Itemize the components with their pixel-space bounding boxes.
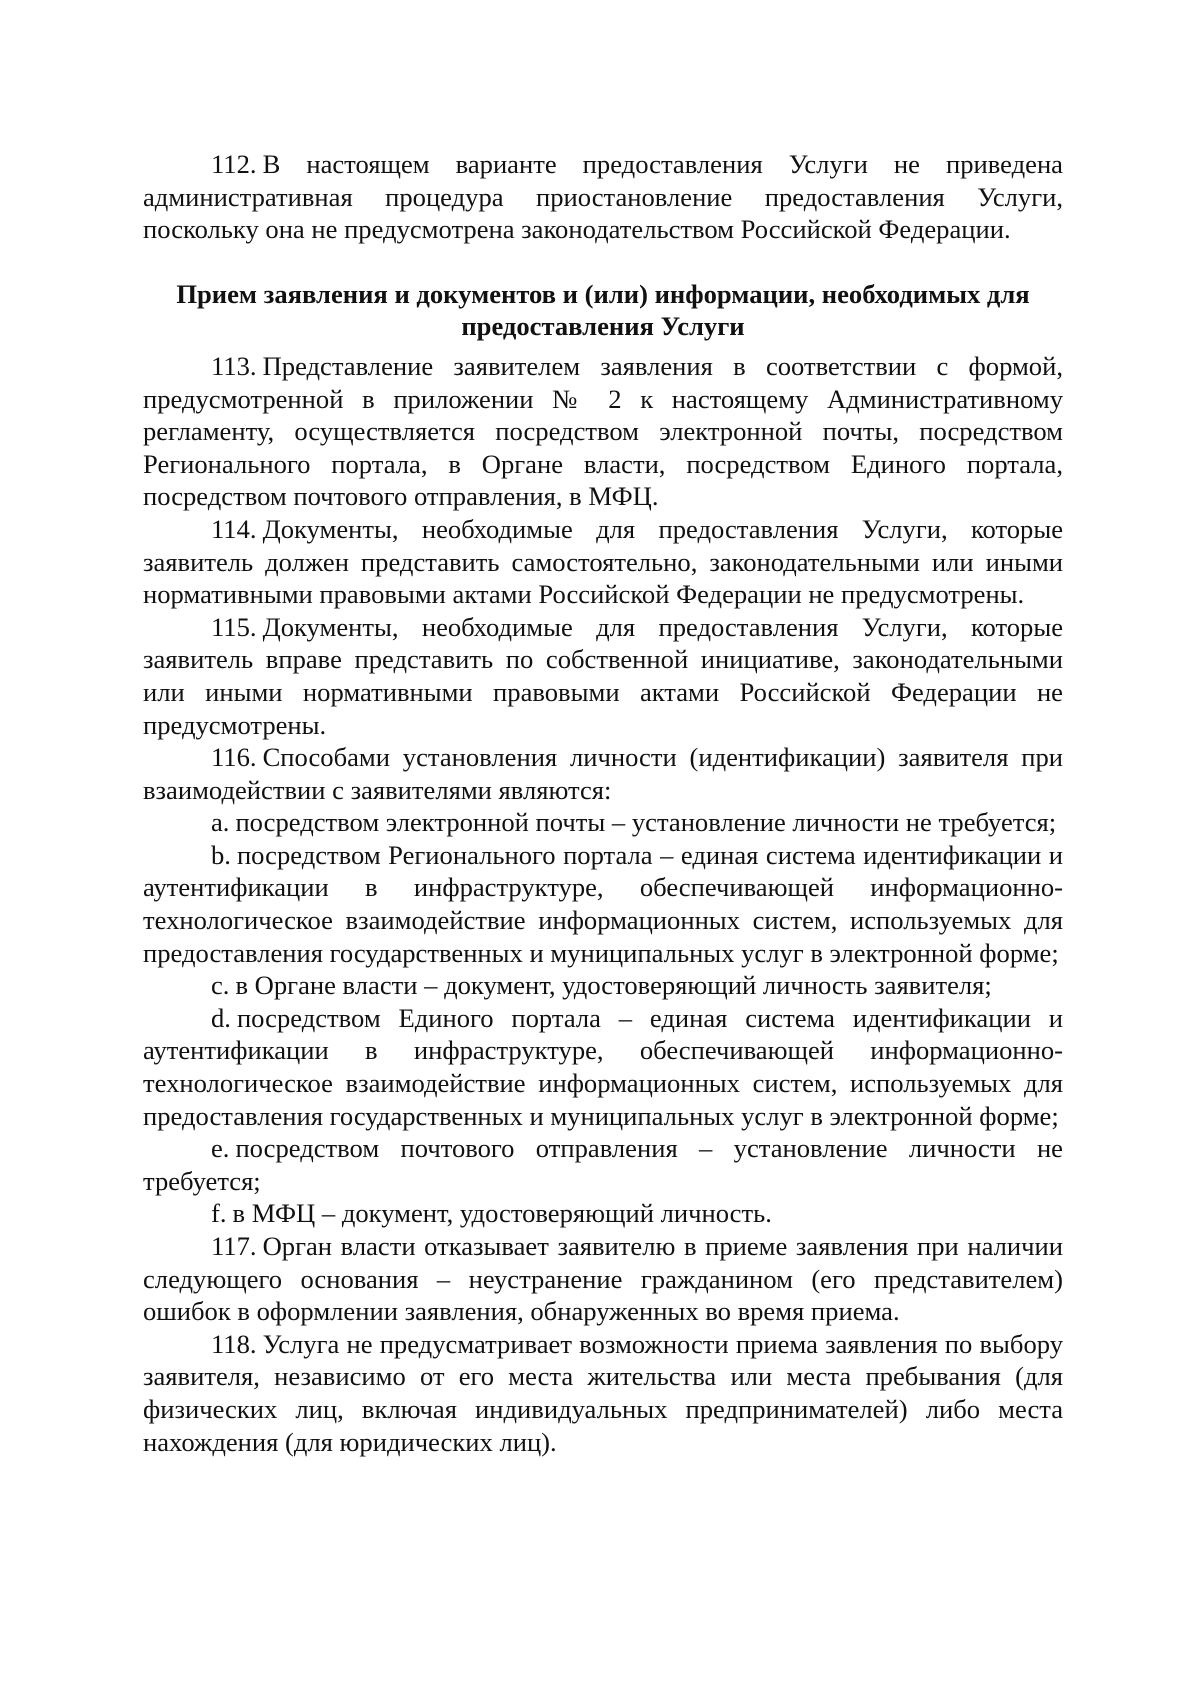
paragraph-number: 115. [211,611,257,642]
list-item-e [143,1132,1063,1197]
list-item-text: в МФЦ – документ, удостоверяющий личность. [232,1198,772,1229]
paragraph-text: Орган власти отказывает заявителю в приеме заявления при наличии следующего основания – неустранение гражданином (его представителем) ошибок в оформлении заявления, обнаруженных во время приема. [143,1231,1063,1327]
paragraph-text: Представление заявителем заявления в соответствии с формой, предусмотренной в приложении № 2 к настоящему Административному регламенту, осуществляется посредством электронной почты, посредством Регионального портала, в Органе власти, посредством Единого портала, посредством почтового отправления, в МФЦ. [143,350,1063,512]
heading-line-1: Прием заявления и документов и (или) информации, необходимых для [176,278,1030,309]
list-item-text: посредством Единого портала – единая система идентификации и аутентификации в инфраструктуре, обеспечивающей информационно-технологическое взаимодействие информационных систем, используемых для предоставления государственных и муниципальных услуг в электронной форме; [143,1002,1063,1131]
list-item-text: посредством электронной почты – установление личности не требуется; [235,807,1057,838]
paragraph-text: В настоящем варианте предоставления Услуги не приведена административная процедура приостановление предоставления Услуги, поскольку она не предусмотрена законодательством Российской Федерации. [143,149,1063,245]
paragraph-118 [143,1328,1063,1458]
paragraph-text: Документы, необходимые для предоставления Услуги, которые заявитель должен представить самостоятельно, законодательными или иными нормативными правовыми актами Российской Федерации не предусмотрены. [143,513,1063,610]
list-item-f [143,1197,1063,1230]
heading-line-2: предоставления Услуги [461,311,745,342]
paragraph-number: 114. [211,513,257,544]
list-item-a [143,806,1063,839]
list-marker: b. [211,839,231,870]
document-page [143,148,1063,1458]
section-heading [143,278,1063,343]
paragraph-112 [143,148,1063,246]
paragraph-number: 117. [211,1231,257,1261]
paragraph-116 [143,741,1063,806]
paragraph-114 [143,513,1063,611]
list-marker: c. [211,970,230,1001]
list-item-text: в Органе власти – документ, удостоверяющий личность заявителя; [235,970,992,1001]
list-marker: e. [211,1133,230,1164]
paragraph-115 [143,611,1063,741]
list-marker: d. [211,1002,231,1033]
paragraph-number: 118. [211,1328,257,1359]
paragraph-text: Способами установления личности (идентификации) заявителя при взаимодействии с заявителями являются: [143,742,1063,805]
paragraph-number: 112. [211,149,257,179]
paragraph-text: Услуга не предусматривает возможности приема заявления по выбору заявителя, независимо от его места жительства или места пребывания (для физических лиц, включая индивидуальных предпринимателей) либо места нахождения (для юридических лиц). [143,1328,1063,1457]
paragraph-117 [143,1230,1063,1328]
list-item-d [143,1002,1063,1132]
paragraph-number: 116. [211,742,257,773]
list-marker: f. [211,1198,227,1229]
paragraph-text: Документы, необходимые для предоставления Услуги, которые заявитель вправе представить по собственной инициативе, законодательными или иными нормативными правовыми актами Российской Федерации не предусмотрены. [143,611,1063,740]
paragraph-113 [143,350,1063,513]
list-marker: a. [211,807,230,838]
list-item-text: посредством почтового отправления – установление личности не требуется; [143,1133,1063,1196]
list-item-text: посредством Регионального портала – единая система идентификации и аутентификации в инфраструктуре, обеспечивающей информационно-технологическое взаимодействие информационных систем, используемых для предоставления государственных и муниципальных услуг в электронной форме; [143,839,1063,968]
list-item-b [143,839,1063,969]
paragraph-number: 113. [211,350,257,381]
list-item-c [143,969,1063,1002]
